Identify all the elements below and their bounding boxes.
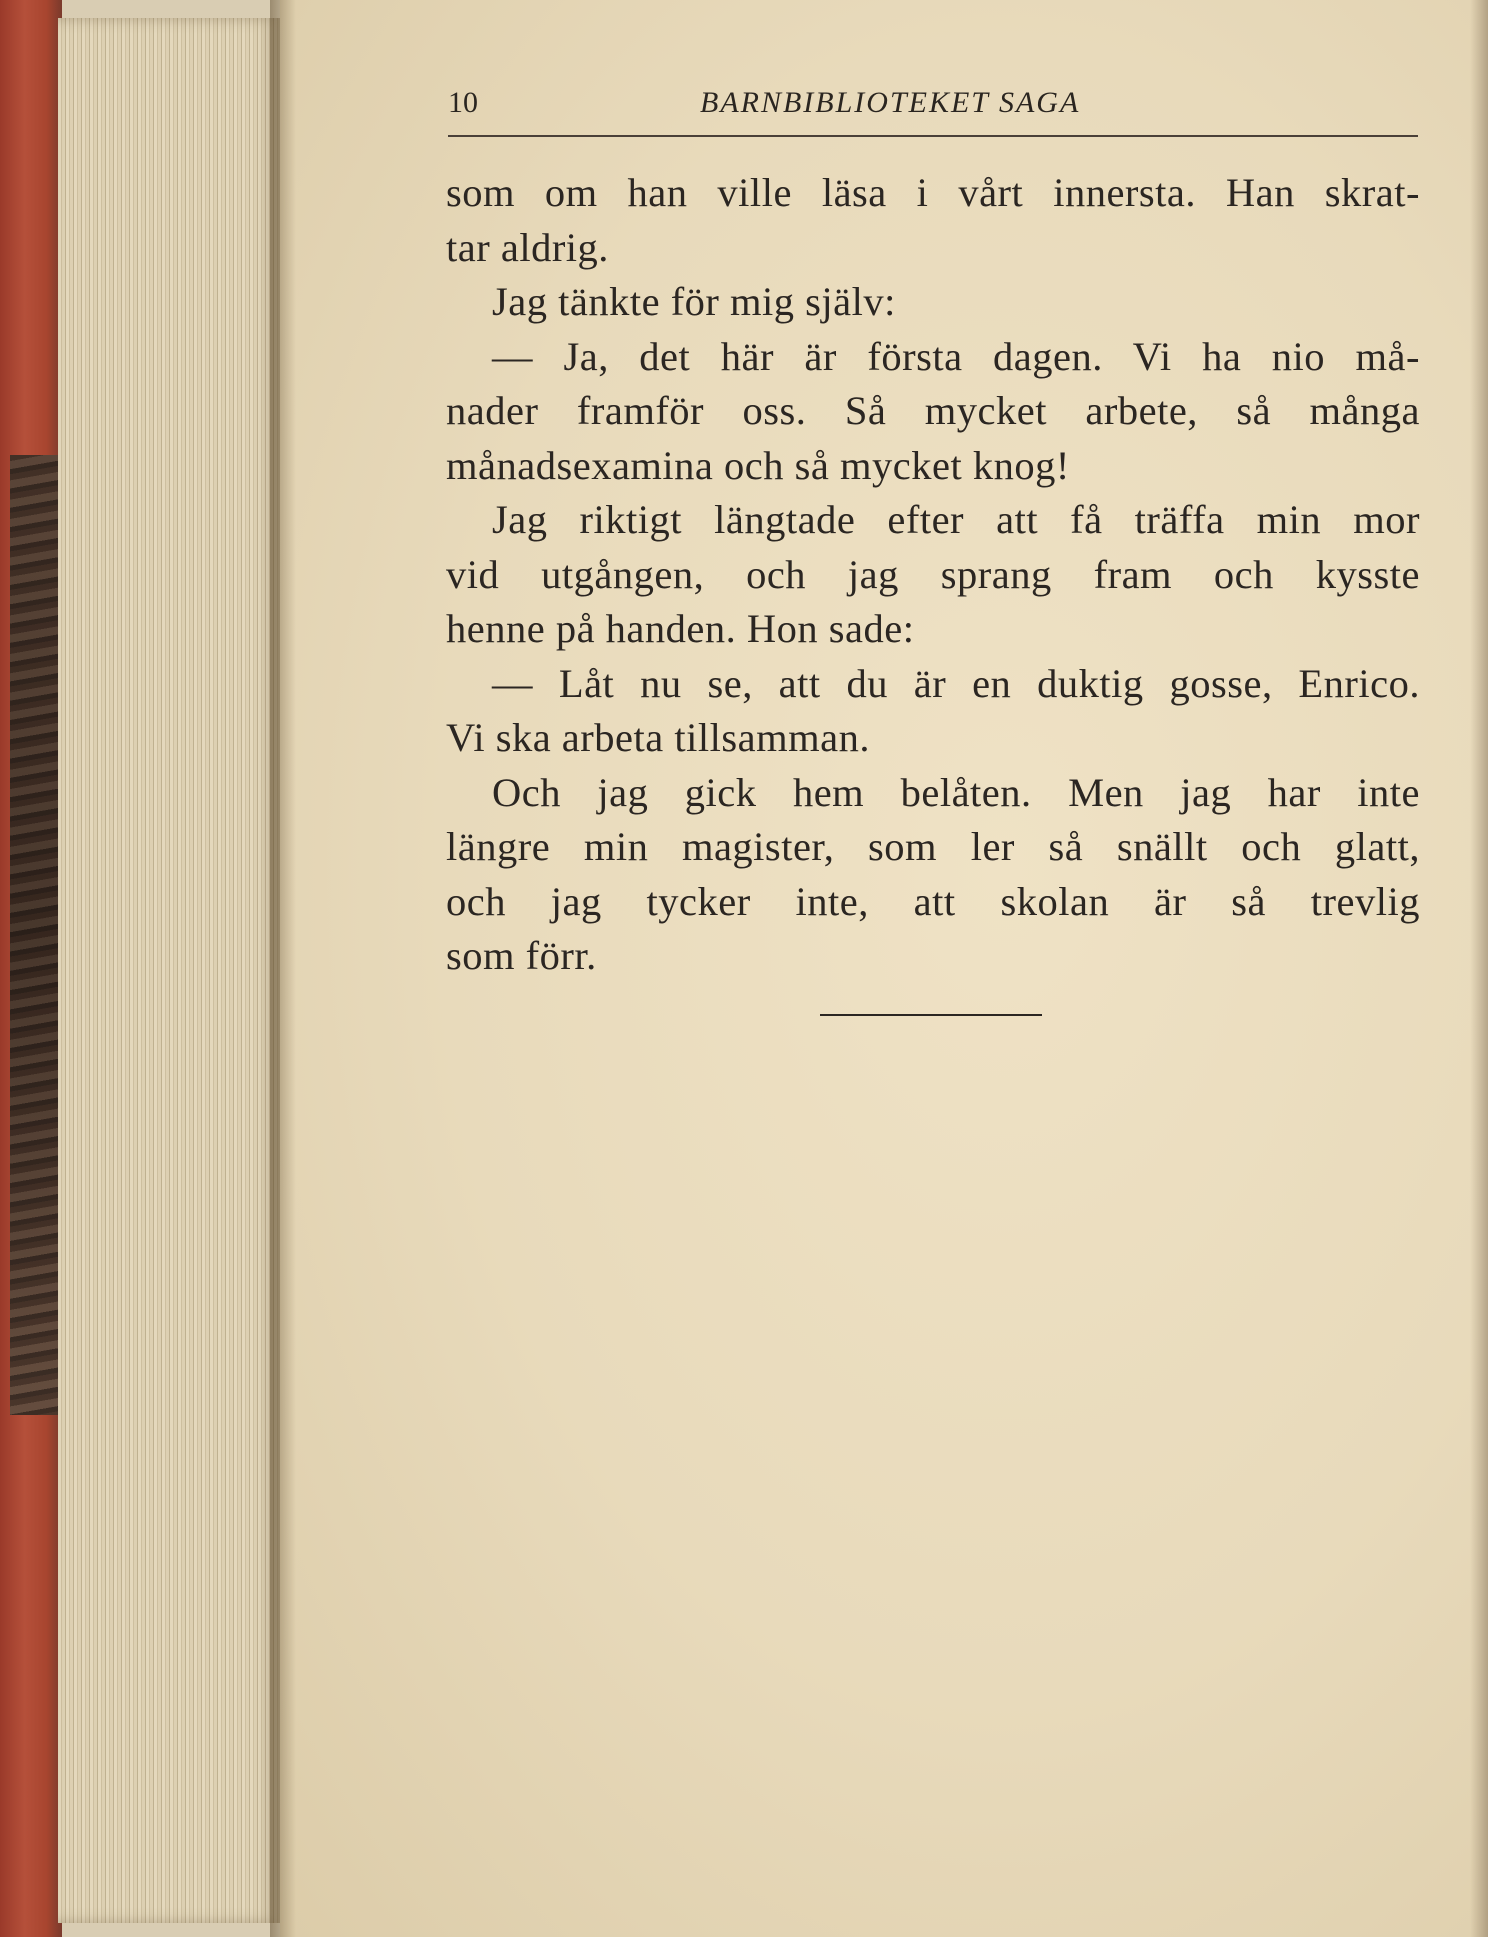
running-title: BARNBIBLIOTEKET SAGA	[700, 86, 1081, 119]
text-line: — Låt nu se, att du är en duktig gosse, Enrico.	[492, 660, 1420, 706]
text-line: månadsexamina och så mycket knog!	[446, 442, 1070, 488]
text-line: Vi ska arbeta tillsamman.	[446, 715, 870, 760]
text-line: henne på handen. Hon sade:	[446, 606, 915, 651]
text-line: nader framför oss. Så mycket arbete, så många	[446, 388, 1420, 433]
gutter-shadow	[270, 0, 296, 1937]
text-line: — Ja, det här är första dagen. Vi ha nio må-	[492, 333, 1420, 379]
body-text	[446, 166, 1420, 984]
text-line: Jag tänkte för mig själv:	[492, 279, 896, 324]
text-line: Jag riktigt längtade efter att få träffa min mor	[492, 497, 1420, 542]
section-end-rule	[820, 1014, 1042, 1016]
text-line: Och jag gick hem belåten. Men jag har inte	[492, 769, 1420, 815]
running-head	[448, 82, 1418, 132]
page-edge-shadow	[1470, 0, 1488, 1937]
text-line: som om han ville läsa i vårt innersta. Han skrat-	[446, 170, 1420, 215]
header-rule	[448, 135, 1418, 137]
text-line: längre min magister, som ler så snällt och glatt,	[446, 824, 1420, 869]
page-edges	[58, 18, 280, 1923]
page-number: 10	[448, 86, 478, 119]
text-line: vid utgången, och jag sprang fram och kysste	[446, 551, 1420, 597]
text-line: som förr.	[446, 933, 597, 978]
marbled-cover-panel	[10, 455, 60, 1415]
text-line: tar aldrig.	[446, 224, 609, 270]
text-line: och jag tycker inte, att skolan är så trevlig	[446, 878, 1420, 924]
